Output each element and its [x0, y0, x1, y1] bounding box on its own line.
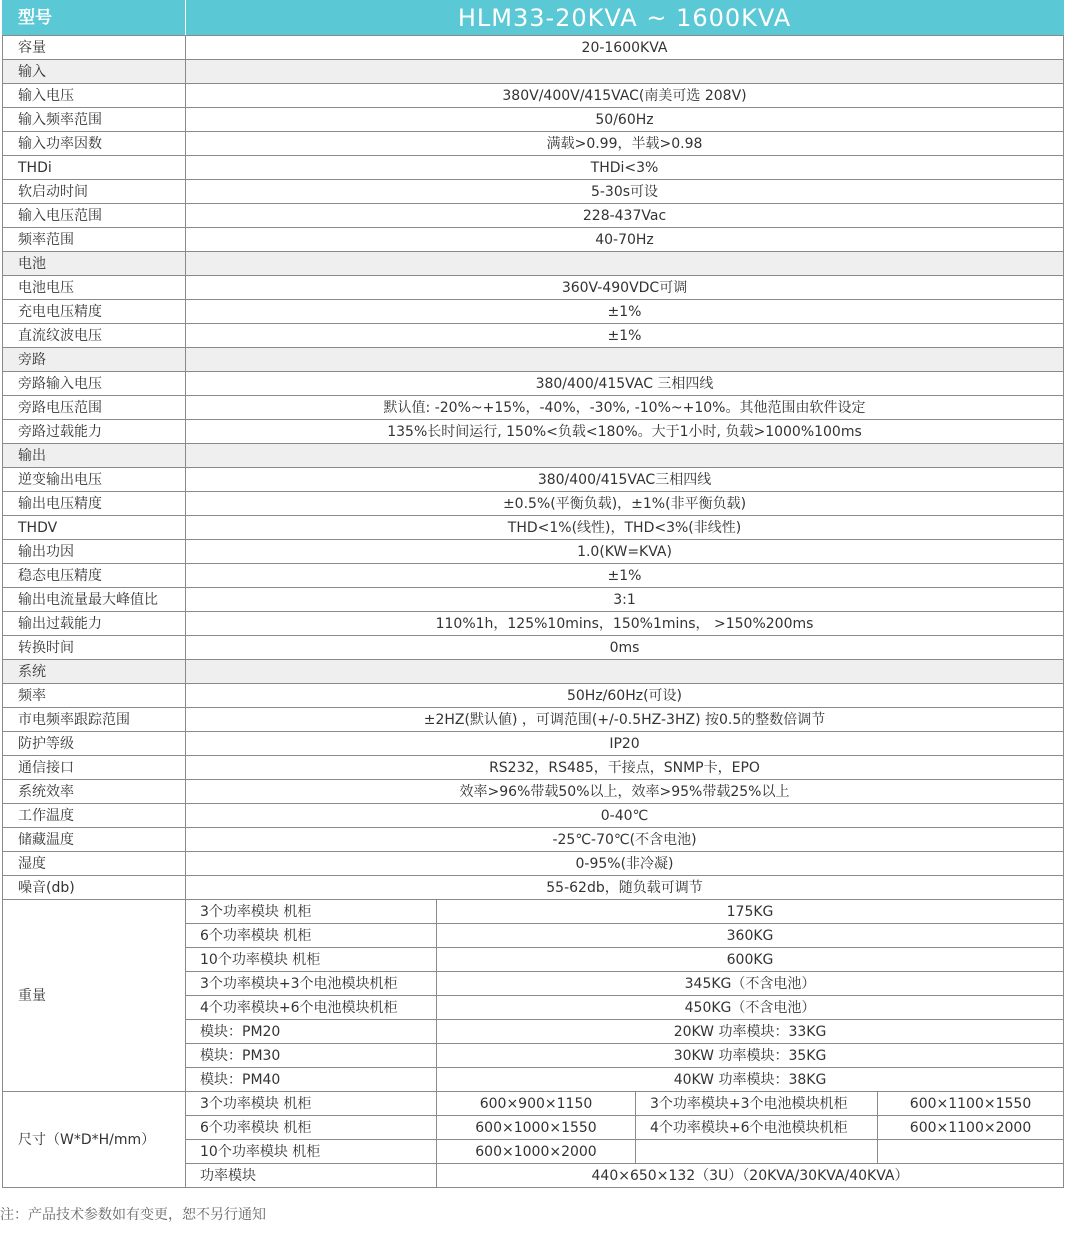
- section-fill: [186, 444, 1064, 468]
- section-title: 旁路: [3, 348, 186, 372]
- table-row: [3, 780, 1064, 804]
- table-row: [3, 180, 1064, 204]
- dimension-value: 440×650×132（3U）（20KVA/30KVA/40KVA）: [437, 1164, 1064, 1188]
- row-label: 转换时间: [3, 636, 186, 660]
- weight-value: 30KW 功率模块：35KG: [437, 1044, 1064, 1068]
- dimension-item: 功率模块: [186, 1164, 437, 1188]
- row-label: 湿度: [3, 852, 186, 876]
- row-value: ±1%: [186, 564, 1064, 588]
- row-value: 0-95%(非冷凝): [186, 852, 1064, 876]
- row-value: 50/60Hz: [186, 108, 1064, 132]
- row-label: 旁路输入电压: [3, 372, 186, 396]
- table-row: [3, 36, 1064, 60]
- section-header-bypass: [3, 348, 1064, 372]
- dimension-value: 600×1000×2000: [437, 1140, 636, 1164]
- table-row: [3, 300, 1064, 324]
- row-value: RS232，RS485，干接点，SNMP卡，EPO: [186, 756, 1064, 780]
- table-row: [3, 276, 1064, 300]
- table-row: [3, 468, 1064, 492]
- table-row: [3, 636, 1064, 660]
- section-title: 输出: [3, 444, 186, 468]
- weight-item: 6个功率模块 机柜: [186, 924, 437, 948]
- weight-item: 模块：PM30: [186, 1044, 437, 1068]
- row-value: 5-30s可设: [186, 180, 1064, 204]
- row-label: 输入频率范围: [3, 108, 186, 132]
- header-row: [3, 1, 1064, 36]
- table-row: [3, 876, 1064, 900]
- dimension-item: 3个功率模块 机柜: [186, 1092, 437, 1116]
- weight-value: 175KG: [437, 900, 1064, 924]
- row-label: 通信接口: [3, 756, 186, 780]
- weight-item: 3个功率模块 机柜: [186, 900, 437, 924]
- row-label: 输出电流量最大峰值比: [3, 588, 186, 612]
- row-label: THDi: [3, 156, 186, 180]
- weight-value: 40KW 功率模块：38KG: [437, 1068, 1064, 1092]
- table-row: [3, 804, 1064, 828]
- row-label: 输出功因: [3, 540, 186, 564]
- weight-value: 450KG（不含电池）: [437, 996, 1064, 1020]
- dimension-item-2: 3个功率模块+3个电池模块机柜: [636, 1092, 878, 1116]
- section-header-battery: [3, 252, 1064, 276]
- row-value: 40-70Hz: [186, 228, 1064, 252]
- row-value: 3:1: [186, 588, 1064, 612]
- weight-label: 重量: [3, 900, 186, 1092]
- row-label: 旁路过载能力: [3, 420, 186, 444]
- table-row: [3, 612, 1064, 636]
- row-value: 110%1h，125%10mins，150%1mins， >150%200ms: [186, 612, 1064, 636]
- table-row: [3, 732, 1064, 756]
- row-label: 软启动时间: [3, 180, 186, 204]
- table-row: [3, 372, 1064, 396]
- row-label: 储藏温度: [3, 828, 186, 852]
- dimension-row: [3, 1092, 1064, 1116]
- row-label: 频率范围: [3, 228, 186, 252]
- model-name: HLM33-20KVA ~ 1600KVA: [186, 1, 1064, 36]
- weight-item: 3个功率模块+3个电池模块机柜: [186, 972, 437, 996]
- table-row: [3, 828, 1064, 852]
- row-label: 工作温度: [3, 804, 186, 828]
- row-value: 满载>0.99，半载>0.98: [186, 132, 1064, 156]
- row-label: 输入功率因数: [3, 132, 186, 156]
- dimension-item-2: 4个功率模块+6个电池模块机柜: [636, 1116, 878, 1140]
- row-value: -25℃-70℃(不含电池): [186, 828, 1064, 852]
- section-fill: [186, 660, 1064, 684]
- row-label: 电池电压: [3, 276, 186, 300]
- row-value: 1.0(KW=KVA): [186, 540, 1064, 564]
- weight-item: 4个功率模块+6个电池模块机柜: [186, 996, 437, 1020]
- row-value: ±1%: [186, 324, 1064, 348]
- dimension-value: 600×1000×1550: [437, 1116, 636, 1140]
- row-label: 频率: [3, 684, 186, 708]
- section-title: 输入: [3, 60, 186, 84]
- model-label: 型号: [3, 1, 186, 36]
- dimension-label: 尺寸（W*D*H/mm）: [3, 1092, 186, 1188]
- row-value: 默认值: -20%~+15%，-40%，-30%, -10%~+10%。其他范围由软件设定: [186, 396, 1064, 420]
- dimension-value-2: 600×1100×2000: [878, 1116, 1064, 1140]
- dimension-value: 600×900×1150: [437, 1092, 636, 1116]
- row-label: 容量: [3, 36, 186, 60]
- footnote: 注：产品技术参数如有变更，恕不另行通知: [0, 1207, 266, 1223]
- row-value: 360V-490VDC可调: [186, 276, 1064, 300]
- row-value: 228-437Vac: [186, 204, 1064, 228]
- row-label: 系统效率: [3, 780, 186, 804]
- table-row: [3, 492, 1064, 516]
- weight-value: 360KG: [437, 924, 1064, 948]
- row-value: THDi<3%: [186, 156, 1064, 180]
- row-label: 市电频率跟踪范围: [3, 708, 186, 732]
- row-label: 充电电压精度: [3, 300, 186, 324]
- row-value: 55-62db，随负载可调节: [186, 876, 1064, 900]
- row-value: 380/400/415VAC 三相四线: [186, 372, 1064, 396]
- table-row: [3, 516, 1064, 540]
- dimension-value-2: [878, 1140, 1064, 1164]
- table-row: [3, 852, 1064, 876]
- table-row: [3, 324, 1064, 348]
- row-label: 输入电压: [3, 84, 186, 108]
- row-value: IP20: [186, 732, 1064, 756]
- row-value: 20-1600KVA: [186, 36, 1064, 60]
- table-row: [3, 564, 1064, 588]
- spec-table: [2, 0, 1064, 1188]
- weight-value: 600KG: [437, 948, 1064, 972]
- row-label: 输入电压范围: [3, 204, 186, 228]
- row-value: 135%长时间运行, 150%<负载<180%。大于1小时, 负载>1000%100ms: [186, 420, 1064, 444]
- section-title: 系统: [3, 660, 186, 684]
- dimension-value-2: 600×1100×1550: [878, 1092, 1064, 1116]
- row-value: THD<1%(线性)，THD<3%(非线性): [186, 516, 1064, 540]
- section-title: 电池: [3, 252, 186, 276]
- dimension-item-2: [636, 1140, 878, 1164]
- table-row: [3, 156, 1064, 180]
- section-header-system: [3, 660, 1064, 684]
- table-row: [3, 588, 1064, 612]
- table-row: [3, 108, 1064, 132]
- table-row: [3, 84, 1064, 108]
- section-fill: [186, 60, 1064, 84]
- row-value: 0-40℃: [186, 804, 1064, 828]
- row-label: THDV: [3, 516, 186, 540]
- row-value: ±2HZ(默认値) ，可调范围(+/-0.5HZ-3HZ) 按0.5的整数倍调节: [186, 708, 1064, 732]
- table-row: [3, 708, 1064, 732]
- weight-value: 345KG（不含电池）: [437, 972, 1064, 996]
- table-row: [3, 420, 1064, 444]
- row-value: 380/400/415VAC三相四线: [186, 468, 1064, 492]
- row-label: 直流纹波电压: [3, 324, 186, 348]
- row-label: 输出过载能力: [3, 612, 186, 636]
- table-row: [3, 132, 1064, 156]
- row-value: 50Hz/60Hz(可设): [186, 684, 1064, 708]
- table-row: [3, 756, 1064, 780]
- row-label: 逆变输出电压: [3, 468, 186, 492]
- dimension-item: 6个功率模块 机柜: [186, 1116, 437, 1140]
- row-value: ±0.5%(平衡负载)，±1%(非平衡负载): [186, 492, 1064, 516]
- row-label: 噪音(db): [3, 876, 186, 900]
- table-row: [3, 684, 1064, 708]
- section-header-output: [3, 444, 1064, 468]
- table-row: [3, 396, 1064, 420]
- row-value: ±1%: [186, 300, 1064, 324]
- table-row: [3, 540, 1064, 564]
- row-label: 旁路电压范围: [3, 396, 186, 420]
- row-value: 380V/400V/415VAC(南美可选 208V): [186, 84, 1064, 108]
- weight-item: 10个功率模块 机柜: [186, 948, 437, 972]
- weight-row: [3, 900, 1064, 924]
- weight-item: 模块：PM40: [186, 1068, 437, 1092]
- weight-value: 20KW 功率模块：33KG: [437, 1020, 1064, 1044]
- table-row: [3, 228, 1064, 252]
- weight-item: 模块：PM20: [186, 1020, 437, 1044]
- row-label: 防护等级: [3, 732, 186, 756]
- dimension-item: 10个功率模块 机柜: [186, 1140, 437, 1164]
- section-fill: [186, 348, 1064, 372]
- section-header-input: [3, 60, 1064, 84]
- section-fill: [186, 252, 1064, 276]
- row-value: 0ms: [186, 636, 1064, 660]
- row-label: 稳态电压精度: [3, 564, 186, 588]
- row-value: 效率>96%带载50%以上，效率>95%带载25%以上: [186, 780, 1064, 804]
- table-row: [3, 204, 1064, 228]
- row-label: 输出电压精度: [3, 492, 186, 516]
